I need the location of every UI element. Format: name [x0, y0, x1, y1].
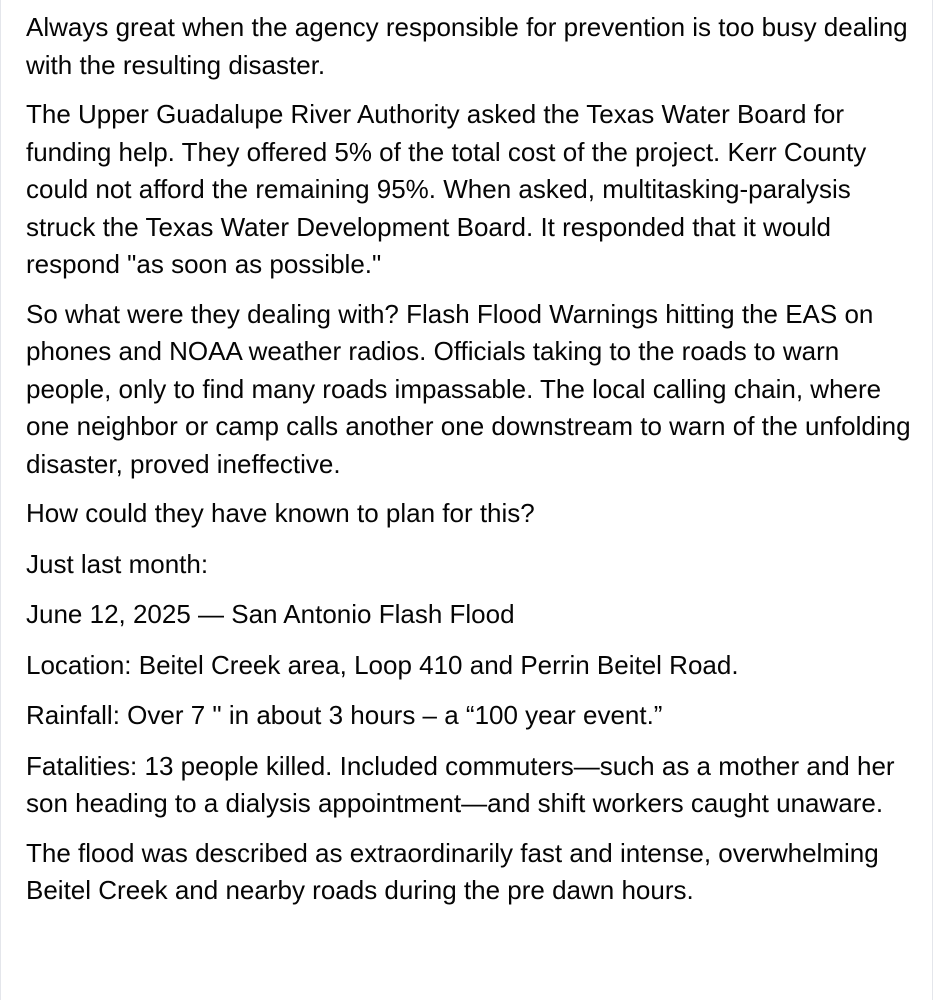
post-paragraph-intro: Always great when the agency responsible for prevention is too busy dealing with the resulting disaster. — [26, 12, 908, 80]
post-paragraph-fatalities: Fatalities: 13 people killed. Included commuters—such as a mother and her son heading to a dialysis appointment—and shift workers caught unaware. — [26, 750, 895, 818]
post-paragraph-description: The flood was described as extraordinarily fast and intense, overwhelming Beitel Creek and nearby roads during the pre dawn hours. — [26, 837, 879, 905]
post-paragraph-location: Location: Beitel Creek area, Loop 410 and Perrin Beitel Road. — [26, 649, 739, 680]
post-paragraph-event-date: June 12, 2025 — San Antonio Flash Flood — [26, 599, 515, 629]
post-paragraph-rainfall: Rainfall: Over 7 " in about 3 hours – a “100 year event.” — [26, 700, 663, 730]
post-paragraph-warnings: So what were they dealing with? Flash Flood Warnings hitting the EAS on phones and NOAA weather radios. Officials taking to the roads to warn people, only to find many roads impassable. The local calling chain, where one neighbor or camp calls another one downstream to warn of the unfolding disaster, proved ineffective. — [26, 298, 911, 479]
post-paragraph-last-month: Just last month: — [26, 548, 209, 579]
post-paragraph-funding: The Upper Guadalupe River Authority asked the Texas Water Board for funding help. They offered 5% of the total cost of the project. Kerr County could not afford the remaining 95%. When asked, multitasking-paralysis struck the Texas Water Development Board. It responded that it would respond "as soon as possible." — [26, 99, 867, 279]
post-paragraph-question: How could they have known to plan for this? — [26, 498, 535, 528]
